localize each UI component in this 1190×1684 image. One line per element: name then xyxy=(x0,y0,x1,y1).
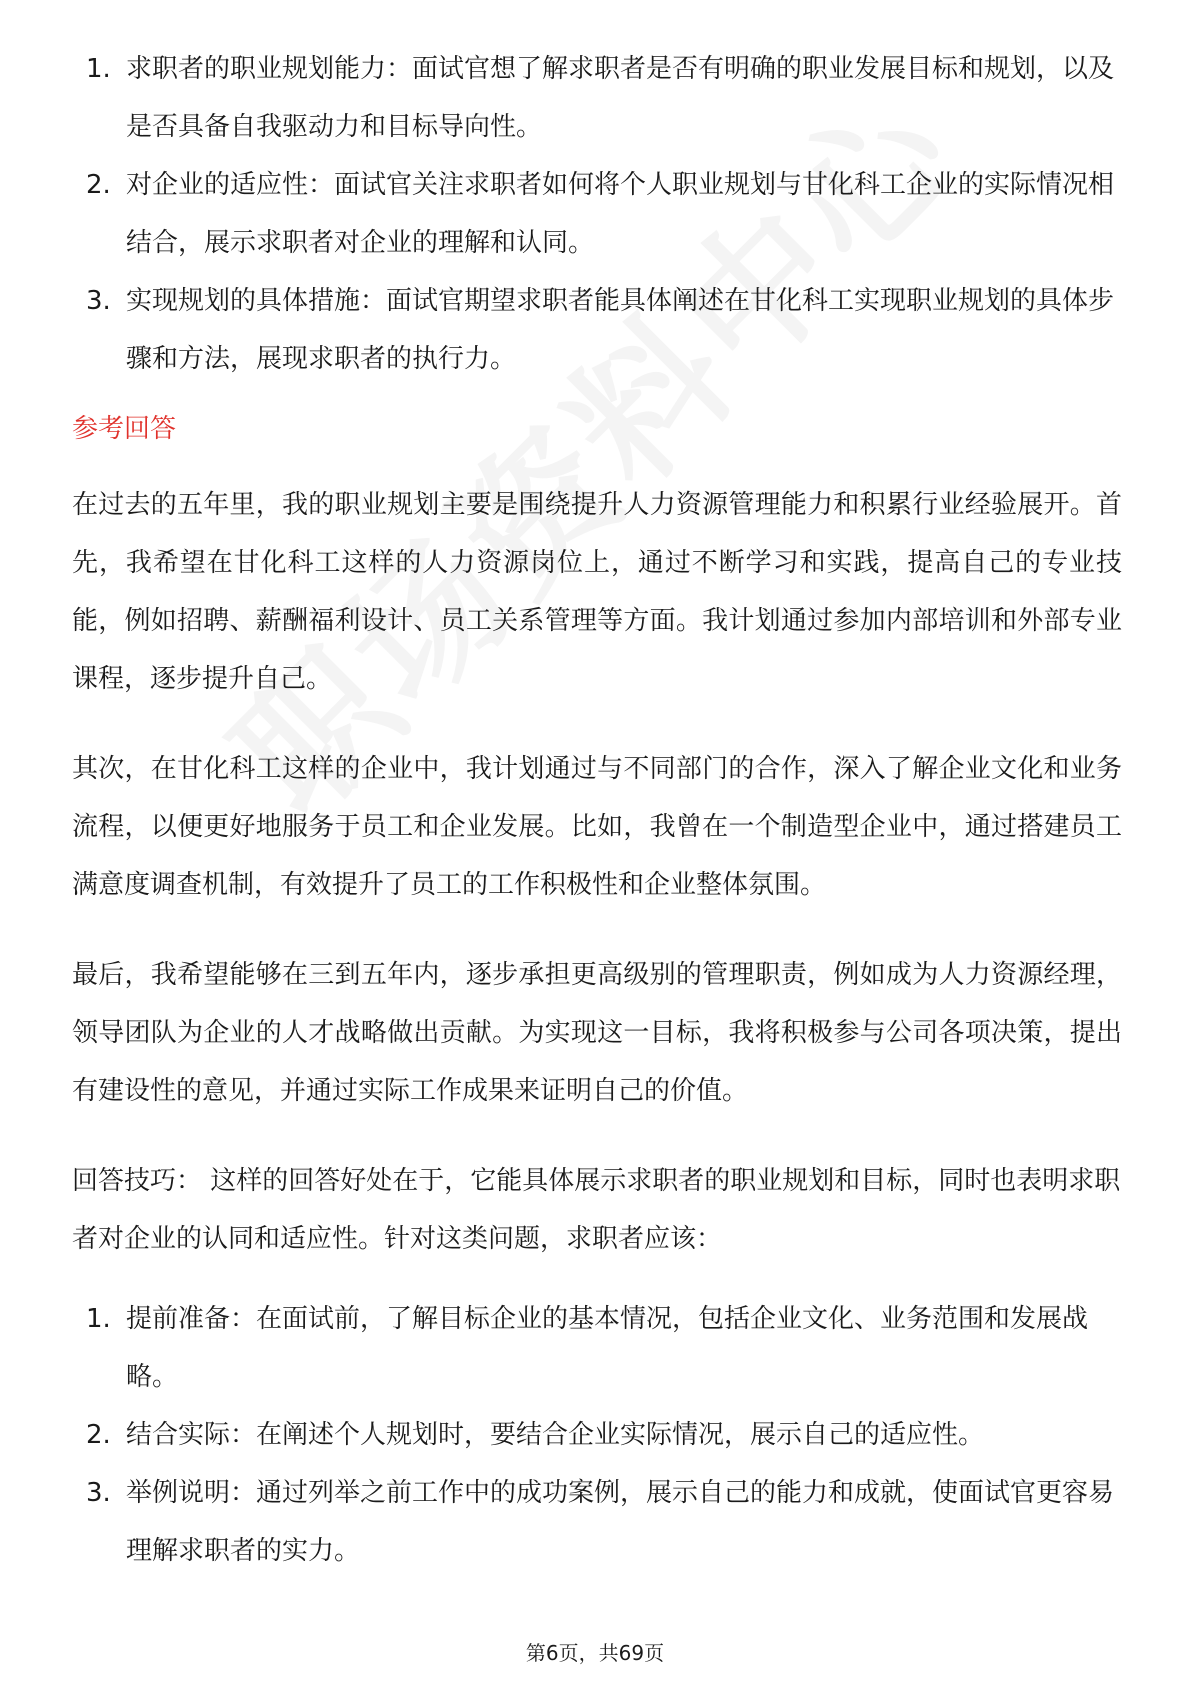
list-item-text: 举例说明：通过列举之前工作中的成功案例，展示自己的能力和成就，使面试官更容易理解求职者的实力。 xyxy=(126,1478,1115,1566)
answer-paragraph-3: 最后，我希望能够在三到五年内，逐步承担更高级别的管理职责，例如成为人力资源经理，领导团队为企业的人才战略做出贡献。为实现这一目标，我将积极参与公司各项决策，提出有建设性的意见，并通过实际工作成果来证明自己的价值。 xyxy=(72,960,1122,1106)
list-number: 3. xyxy=(86,286,111,316)
answer-tips: 回答技巧： 这样的回答好处在于，它能具体展示求职者的职业规划和目标，同时也表明求职者对企业的认同和适应性。针对这类问题，求职者应该： xyxy=(72,1166,1121,1254)
list-item-text: 对企业的适应性：面试官关注求职者如何将个人职业规划与甘化科工企业的实际情况相结合，展示求职者对企业的理解和认同。 xyxy=(126,170,1115,258)
list-number: 2. xyxy=(86,1420,111,1450)
list-number: 1. xyxy=(86,54,111,84)
answer-paragraph-1: 在过去的五年里，我的职业规划主要是围绕提升人力资源管理能力和积累行业经验展开。首先，我希望在甘化科工这样的人力资源岗位上，通过不断学习和实践，提高自己的专业技能，例如招聘、薪酬福利设计、员工关系管理等方面。我计划通过参加内部培训和外部专业课程，逐步提升自己。 xyxy=(72,490,1122,694)
list-item-text: 求职者的职业规划能力：面试官想了解求职者是否有明确的职业发展目标和规划，以及是否具备自我驱动力和目标导向性。 xyxy=(126,54,1115,142)
evaluation-points-list xyxy=(72,40,1122,388)
list-number: 1. xyxy=(86,1304,111,1334)
list-item xyxy=(72,40,1122,156)
list-item-text: 实现规划的具体措施：面试官期望求职者能具体阐述在甘化科工实现职业规划的具体步骤和方法，展现求职者的执行力。 xyxy=(126,286,1115,374)
page-number-footer: 第6页，共69页 xyxy=(525,1641,665,1665)
page-content xyxy=(72,40,1122,1580)
list-item xyxy=(72,156,1122,272)
list-item xyxy=(72,1406,1122,1464)
list-item-text: 结合实际：在阐述个人规划时，要结合企业实际情况，展示自己的适应性。 xyxy=(126,1420,985,1450)
list-item-text: 提前准备：在面试前，了解目标企业的基本情况，包括企业文化、业务范围和发展战略。 xyxy=(126,1304,1089,1392)
list-item xyxy=(72,272,1122,388)
section-title-reference-answer: 参考回答 xyxy=(72,414,177,444)
list-number: 3. xyxy=(86,1478,111,1508)
tips-list xyxy=(72,1290,1122,1580)
list-item xyxy=(72,1464,1122,1580)
list-number: 2. xyxy=(86,170,111,200)
answer-paragraph-2: 其次，在甘化科工这样的企业中，我计划通过与不同部门的合作，深入了解企业文化和业务流程，以便更好地服务于员工和企业发展。比如，我曾在一个制造型企业中，通过搭建员工满意度调查机制，有效提升了员工的工作积极性和企业整体氛围。 xyxy=(72,754,1122,900)
list-item xyxy=(72,1290,1122,1406)
